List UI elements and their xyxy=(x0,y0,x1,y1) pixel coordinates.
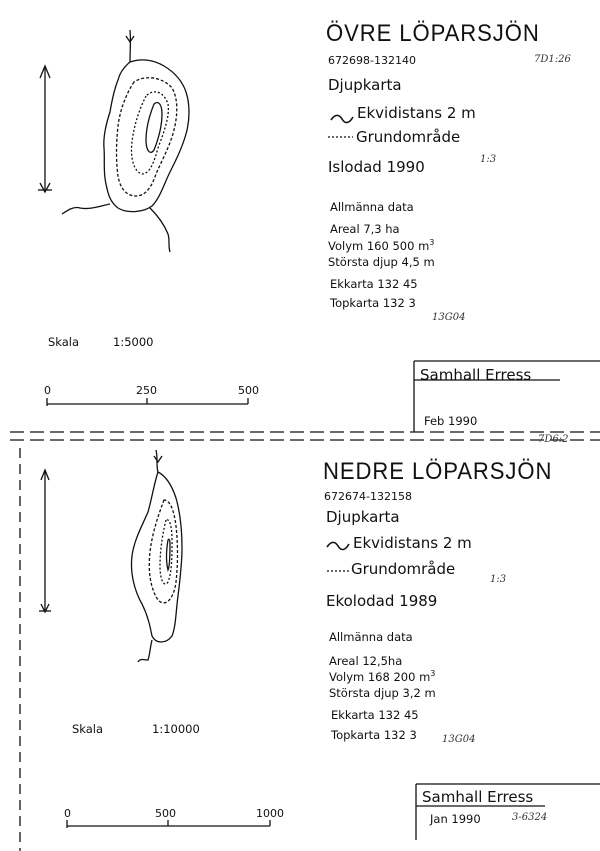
general-data-heading-top: Allmänna data xyxy=(330,200,414,214)
outlet-stream-top xyxy=(62,204,110,214)
map-title-bottom: NEDRE LÖPARSJÖN xyxy=(323,458,553,485)
handwritten-note-mid-top: 1:3 xyxy=(480,154,497,165)
map-date-top: Feb 1990 xyxy=(424,414,478,428)
max-depth-value-bottom: Största djup 3,2 m xyxy=(329,686,436,700)
survey-method-bottom: Ekolodad 1989 xyxy=(326,592,438,610)
ek-map-ref-bottom: Ekkarta 132 45 xyxy=(331,708,419,722)
contour-top-2 xyxy=(131,92,168,174)
map-code-bottom: 672674-132158 xyxy=(324,490,412,503)
scale-label-top: Skala xyxy=(48,335,80,349)
handwritten-note-mid-bottom: 1:3 xyxy=(490,574,507,585)
handwritten-note-corner-bottom: 7D6:2 xyxy=(538,434,569,445)
legend-contour-label-top: Ekvidistans 2 m xyxy=(357,104,476,122)
scale-tick-0-bottom: 0 xyxy=(64,807,71,820)
handwritten-note-low-bottom: 13G04 xyxy=(442,734,476,745)
north-arrow-top xyxy=(38,66,52,192)
handwritten-note-low-top: 13G04 xyxy=(432,312,466,323)
map-subtitle-top: Djupkarta xyxy=(328,76,402,94)
scale-value-top: 1:5000 xyxy=(113,335,154,349)
scale-bar-bottom xyxy=(67,820,270,828)
legend-shallow-label-top: Grundområde xyxy=(356,128,461,146)
legend-contour-label-bottom: Ekvidistans 2 m xyxy=(353,534,472,552)
legend-shallow-label-bottom: Grundområde xyxy=(351,560,456,578)
volume-value-top: Volym 160 500 $m^3$ xyxy=(328,238,435,253)
outlet-stream-bottom xyxy=(138,640,152,662)
handwritten-note-date-bottom: 3-6324 xyxy=(512,812,548,823)
top-map-ref-top: Topkarta 132 3 xyxy=(330,296,416,310)
general-data-heading-bottom: Allmänna data xyxy=(329,630,413,644)
company-name-top: Samhall Erress xyxy=(420,366,532,384)
north-arrow-bottom xyxy=(39,470,51,612)
scale-tick-1-bottom: 500 xyxy=(155,807,176,820)
map-subtitle-bottom: Djupkarta xyxy=(326,508,400,526)
map-title-top: ÖVRE LÖPARSJÖN xyxy=(326,20,540,47)
scale-bar-top xyxy=(47,398,248,406)
volume-value-bottom: Volym 168 200 $m^3$ xyxy=(329,669,436,684)
handwritten-note-corner-top: 7D1:26 xyxy=(534,54,571,65)
ek-map-ref-top: Ekkarta 132 45 xyxy=(330,277,418,291)
scale-tick-2-bottom: 1000 xyxy=(256,807,284,820)
legend-contour-symbol-top xyxy=(331,115,353,122)
map-code-top: 672698-132140 xyxy=(328,54,416,67)
contour-bottom-1 xyxy=(149,500,177,603)
max-depth-value-top: Största djup 4,5 m xyxy=(328,255,435,269)
company-name-bottom: Samhall Erress xyxy=(422,788,534,806)
top-map-ref-bottom: Topkarta 132 3 xyxy=(331,728,417,742)
survey-method-top: Islodad 1990 xyxy=(328,158,425,176)
area-value-top: Areal 7,3 ha xyxy=(330,222,400,236)
scale-tick-2-top: 500 xyxy=(238,384,259,397)
map-date-bottom: Jan 1990 xyxy=(430,812,481,826)
contour-top-3 xyxy=(146,102,162,152)
scale-tick-0-top: 0 xyxy=(44,384,51,397)
contour-bottom-3 xyxy=(167,539,171,570)
legend-contour-symbol-bottom xyxy=(327,542,349,549)
scale-tick-1-top: 250 xyxy=(136,384,157,397)
lake-outline-bottom xyxy=(131,472,182,642)
scale-label-bottom: Skala xyxy=(72,722,104,736)
area-value-bottom: Areal 12,5ha xyxy=(329,654,403,668)
outlet-stream-top-2 xyxy=(150,208,170,252)
scale-value-bottom: 1:10000 xyxy=(152,722,200,736)
